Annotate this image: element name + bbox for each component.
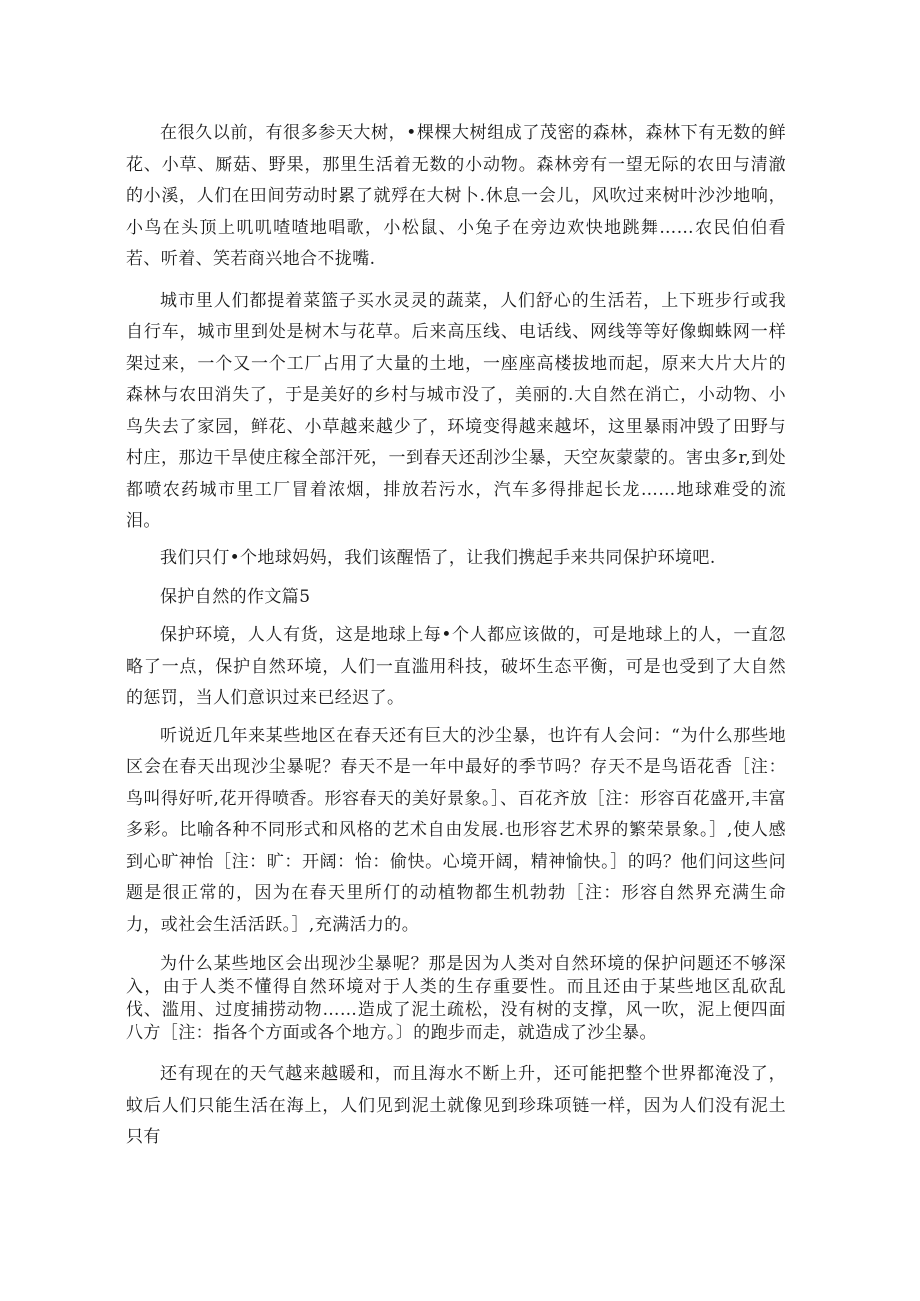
document-body <box>126 118 786 1154</box>
paragraph-warming-climate: 还有现在的天气越来越暖和，而且海水不断上升，还可能把整个世界都淹没了，蚊后人们只能生活在海上，人们见到泥土就像见到珍珠项链一样，因为人们没有泥土只有 <box>126 1064 786 1147</box>
paragraph-city-change: 城市里人们都提着菜篮子买水灵灵的蔬菜，人们舒心的生活若，上下班步行或我自行车，城市里到处是树木与花草。后来高压线、电话线、网线等等好像蜘蛛网一样架过来，一个又一个工厂占用了大量的土地，一座座高楼拔地而起，原来大片大片的森林与农田消失了，于是美好的乡村与城市没了，美丽的.大自然在消亡，小动物、小鸟失去了家园，鲜花、小草越来越少了，环境变得越来越坏，这里暴雨冲毁了田野与村庄，那边干旱使庄稼全部汗死，一到春天还刮沙尘暴，天空灰蒙蒙的。害虫多r,到处都喷农药城市里工厂冒着浓烟，排放若污水，汽车多得排起长龙……地球难受的流泪。 <box>126 290 786 531</box>
section-heading: 保护自然的作文篇5 <box>160 587 311 607</box>
paragraph-sandstorm-question: 听说近几年来某些地区在春天还有巨大的沙尘暴，也许有人会问：“为什么那些地区会在春天出现沙尘暴呢？春天不是一年中最好的季节吗？存天不是鸟语花香［注：鸟叫得好听,花开得喷香。形容春天的美好景象。］、百花齐放［注：形容百花盛开,丰富多彩。比喻各种不同形式和风格的艺术自由发展.也形容艺术界的繁荣景象。］,使人感到心旷神怡［注：旷：开阔：怡：偷快。心境开阔，精神愉快。］的吗？他们问这些问题是很正常的，因为在春天里所仃的动植物都生机勃勃［注：形容自然界充满生命力，或社会生活活跃。］,充满活力的。 <box>126 725 786 935</box>
paragraph-sandstorm-cause: 为什么某些地区会出现沙尘暴呢？那是因为人类对自然环境的保护问题还不够深入，由于人类不懂得自然环境对于人类的生存重要性。而且还由于某些地区乱砍乱伐、滥用、过度捕捞动物……造成了泥土疏松，没有树的支撑，风一吹，泥上便四面八方［注：指各个方面或各个地方。〕的跑步而走，就造成了沙尘暴。 <box>126 954 786 1043</box>
paragraph-protect-environment: 保护环境，人人有货，这是地球上每•个人都应该做的，可是地球上的人，一直忽略了一点，保护自然环境，人们一直滥用科技，破坏生态平衡，可是也受到了大自然的惩罚，当人们意识过来已经迟了。 <box>126 625 786 708</box>
paragraph-call-to-action: 我们只仃•个地球妈妈，我们该醒悟了，让我们携起手来共同保护环境吧. <box>160 547 716 568</box>
paragraph-forest-memory: 在很久以前，有很多参天大树，•棵棵大树组成了茂密的森林，森林下有无数的鲜花、小草、厮菇、野果，那里生活着无数的小动物。森林旁有一望无际的农田与清澈的小溪，人们在田间劳动时累了就殍在大树卜.休息一会儿，风吹过来树叶沙沙地响，小鸟在头顶上叽叽喳喳地唱歌，小松鼠、小兔子在旁边欢快地跳舞……农民伯伯看若、听着、笑若商兴地合不拢嘴. <box>126 123 786 269</box>
